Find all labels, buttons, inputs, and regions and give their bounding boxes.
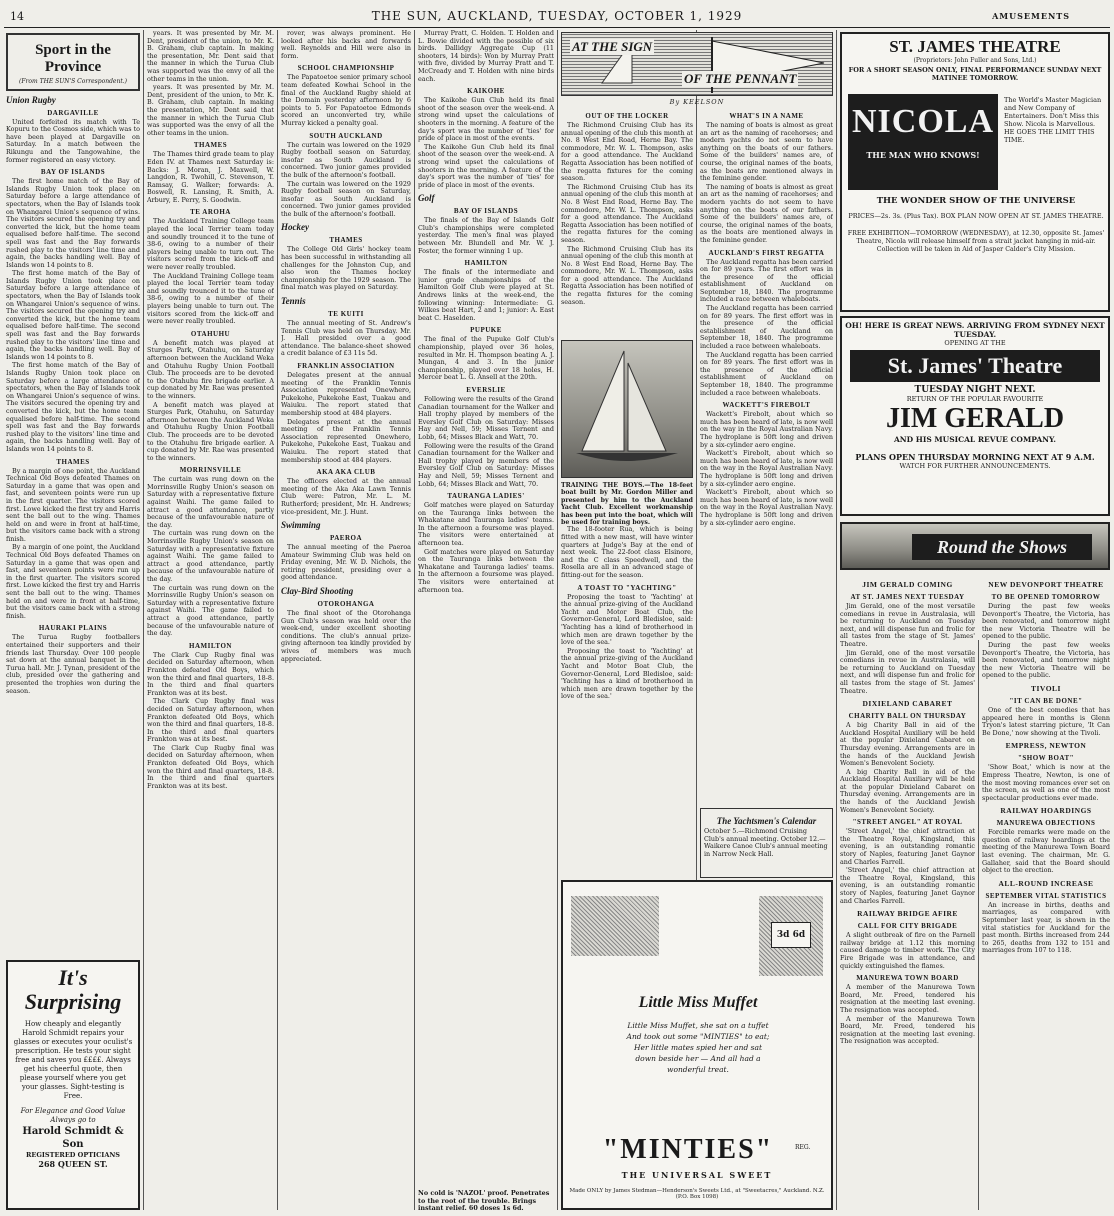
heading-first-regatta: AUCKLAND'S FIRST REGATTA <box>708 248 825 257</box>
nicola-sub: THE MAN WHO KNOWS! <box>866 150 980 160</box>
article-franklin: Delegates present at the annual meeting of the Franklin Tennis Association represented Onewhero, Pukekohe, Pukekohe East, Tuakau and Waiuku. The report stated that membership stood at 484 players. <box>281 371 411 417</box>
sport-column-3 <box>281 30 411 1210</box>
article-eversley: Following were the results of the Grand Canadian tournament for the Walker and Hall trophy played by members of the Eversley Golf Club on Saturday: Misses Hay and Nell, 59; Misses Ternent and Lobb, 64; Misses Black and Watt, 70. <box>418 394 554 441</box>
nicola-desc: The World's Master Magician and New Company of Entertainers. Don't Miss this Show. Nicola is Marvellous. HE GOES THE LIMIT THIS TIME. <box>1004 96 1102 144</box>
optician-headline-2: Surprising <box>24 989 122 1014</box>
heading-paeroa: PAEROA <box>329 534 363 543</box>
minties-verse: Little Miss Muffet, she sat on a tuffet And took out some "MINTIES" to eat; Her little mates spied her and sat down beside her — And all had a wonderful treat. <box>626 1021 770 1074</box>
article-franklin-cont: Delegates present at the annual meeting of the Franklin Tennis Association represented Onewhero, Pukekohe, Pukekohe East, Tuakau and Waiuku. The report stated that membership stood at 484 players. <box>281 417 411 464</box>
article-hamilton: The Clark Cup Rugby final was decided on Saturday afternoon, when Frankton defeated Old Boys, which won the third and final quarters, 18-8. In the third and final quarters Frankton was at its best. <box>147 650 274 697</box>
article-street-angel: 'Street Angel,' the chief attraction at the Theatre Royal, Kingsland, this evening, is an outstanding romantic story of Naples, featuring Janet Gaynor and Charles Farrell. <box>840 827 975 866</box>
heading-bay-of-islands: BAY OF ISLANDS <box>40 168 106 177</box>
training-boat-photo <box>561 340 693 478</box>
section-golf: Golf <box>418 193 435 204</box>
column-rule <box>414 30 415 1210</box>
free-exhibition: FREE EXHIBITION—TOMORROW (WEDNESDAY), at 12.30, opposite St. James' Theatre, Nicola will release himself from a strait jacket hanging in mid-air. Collection will be taken in Aid of Jasper Calder's City Mission. <box>847 230 1105 253</box>
minties-tagline: THE UNIVERSAL SWEET <box>621 1170 773 1180</box>
heading-hockey-thames: THAMES <box>329 236 363 245</box>
article-toast-cont: Proposing the toast to 'Yachting' at the annual prize-giving of the Auckland Yacht and Motor Boat Club, the Governor-General, Lord Bledisloe, said: 'Yachting has a kind of brotherhood in which men are drawn together by the love of the sea.' <box>561 646 693 701</box>
minties-reg: REG. <box>795 1144 811 1151</box>
article-first-regatta-cont2: The Auckland regatta has been carried on for 89 years. The first effort was in the presence of the official establishment of Auckland on September 18, 1840. The programme included a race between whaleboats. <box>700 350 833 397</box>
heading-firebolt: WACKETT'S FIREBOLT <box>722 401 811 410</box>
article-vital-statistics: An increase in births, deaths and marriages, as compared with September last year, is shown in the vital statistics for Auckland for the past month. Births increased from 244 to 265, deaths from 132 to 151 and marriages from 107 to 118. <box>982 900 1110 955</box>
heading-whats-in-a-name: WHAT'S IN A NAME <box>729 112 804 120</box>
article-south-auckland: The curtain was lowered on the 1929 Rugby football season on Saturday, insofar as South Auckland is concerned. Two junior games provided the bulk of the afternoon's football. <box>281 140 411 179</box>
article-devonport: During the past few weeks Devonport's Theatre, the Victoria, has been renovated, and tomorrow night the new Victoria Theatre will be opened to the public. <box>982 602 1110 641</box>
heading-golf-bay: BAY OF ISLANDS <box>453 207 519 216</box>
heading-thames: THAMES <box>56 457 90 466</box>
sailboat-icon <box>562 341 692 477</box>
article-dargaville: United forfeited its match with Te Kopuru to the Cosmos side, which was to have been played at Dargaville on Saturday. In a match between the Rikungu and the Tangowahine, the former registered an easy victory. <box>6 117 140 164</box>
headliner-name: JIM GERALD <box>885 403 1065 434</box>
heading-jim-gerald: JIM GERALD COMING <box>862 580 953 589</box>
article-street-angel-cont: 'Street Angel,' the chief attraction at the Theatre Royal, Kingsland, this evening, is an outstanding romantic story of Naples, featuring Janet Gaynor and Charles Farrell. <box>840 866 975 905</box>
minties-price: 3d 6d <box>771 922 811 948</box>
article-bay-of-islands-cont: The first home match of the Bay of Islands Rugby Union took place on Saturday before a large attendance of spectators, when the Bay of Islands took on Whangarei Union's sequence of wins. The visitors secured the opening try and converted the kick, but the home team equalised before half-time. The second spell was fast and the Bay forwards rushed play to the visitors' line time and again, the backs handling well. Bay of Islands won 14 points to 8. <box>6 269 140 361</box>
amusements-label: AMUSEMENTS <box>992 11 1070 21</box>
section-tennis: Tennis <box>281 296 306 307</box>
names-column <box>700 108 833 798</box>
article-firebolt-cont2: Wackett's Firebolt, about which so much has been heard of late, is now well on the way in the Royal Australian Navy. The hydroplane is 50ft long and driven by a six-cylinder aero engine. <box>700 488 833 527</box>
heading-all-round-increase: ALL-ROUND INCREASE <box>998 878 1094 888</box>
heading-franklin: FRANKLIN ASSOCIATION <box>297 362 395 370</box>
section-clay-bird: Clay-Bird Shooting <box>281 586 354 597</box>
article-otorohanga: The final shoot of the Otorohanga Gun Club's season was held over the week-end, under excellent shooting conditions. The club's annual prize-giving afternoon tea kindly provided by wives of members was much appreciated. <box>281 609 411 663</box>
heading-devonport: NEW DEVONPORT THEATRE <box>988 580 1104 589</box>
minties-illustration <box>571 896 659 956</box>
article-tauranga-cont: Golf matches were played on Saturday on the Tauranga links between the Whakatane and Tauranga ladies' teams. In the afternoon a foursome was played. The visitors were entertained at afternoon tea. <box>418 547 554 594</box>
headliner-sub: AND HIS MUSICAL REVUE COMPANY. <box>893 435 1057 444</box>
article-manurewa-board-cont: A member of the Manurewa Town Board, Mr. Freed, tendered his resignation at the meeting last evening. The resignation was accepted. <box>840 1014 975 1046</box>
return-favourite: RETURN OF THE POPULAR FAVOURITE <box>906 395 1044 403</box>
jim-gerald-ad <box>840 316 1110 516</box>
article-whats-in-a-name-cont: The naming of boats is almost as great an art as the naming of racehorses; and modern yachts do not seem to have anything on the boats of our fathers. Some of the builders' names are, of course, the original names of the boats, as the boats are mentioned always in the feminine gender. <box>700 182 833 244</box>
calendar-title: The Yachtsmen's Calendar <box>716 816 817 826</box>
heading-pupuke: PUPUKE <box>470 326 502 335</box>
article-pupuke: The final of the Pupuke Golf Club's championship, played over 36 holes, resulted in Mr. H. Thompson beating A. J. Mungan, 4 and 3. In the junior championship, played over 18 holes, H. Mercer beat L. G. Ansell at the 20th. <box>418 335 554 382</box>
yachtsmens-calendar <box>700 808 833 878</box>
masthead <box>4 6 1110 28</box>
article-golf-bay: The finals of the Bay of Islands Golf Club's championships were completed yesterday. The men's final was played between Mr. Blundell and Mr. W. J. Foster, the former winning 1 up. <box>418 216 554 255</box>
subheading-charity-ball: CHARITY BALL ON THURSDAY <box>848 712 967 721</box>
article-toast: Proposing the toast to 'Yachting' at the annual prize-giving of the Auckland Yacht and Motor Boat Club, the Governor-General, Lord Bledisloe, said: 'Yachting has a kind of brotherhood in which men are drawn together by the love of the sea.' <box>561 592 693 647</box>
article-manurewa-board: A member of the Manurewa Town Board, Mr. Freed, tendered his resignation at the meeting last evening. The resignation was accepted. <box>840 983 975 1014</box>
article-morrinsville-cont: The curtain was rung down on the Morrinsville Rugby Union's season on Saturday with a representative fixture against Waihi. The game failed to attract a good attendance, partly because of the unfavourable nature of the day. <box>147 529 274 583</box>
heading-thames-2: THAMES <box>193 141 228 150</box>
article-railway-hoardings: Forcible remarks were made on the question of railway hoardings at the meeting of the Manurewa Town Board last evening. The chairman, Mr. G. Gallaher, said that the Board should object to the erection. <box>982 828 1110 875</box>
article-rover-cont: rover, was always prominent. He looked after his backs and forwards well. Reynolds and Hill were also in form. <box>281 30 411 60</box>
optician-tagline: For Elegance and Good Value Always go to <box>20 1107 126 1124</box>
article-turua-cont: years. It was presented by Mr. M. Dent, president of the union, to Mr. K. B. Graham, club captain. In making the presentation, Mr. Dent said that the manner in which the Turua Club was supported was the envy of all the other teams in the union. <box>147 30 274 83</box>
heading-railway-bridge: RAILWAY BRIDGE AFIRE <box>857 909 958 919</box>
opening-at: OPENING AT THE <box>944 339 1006 347</box>
column-rule <box>836 30 837 1210</box>
article-shooting-cont: Murray Pratt, C. Holden. T. Holden and L. Bowie divided with the possible of six birds. Dallidgy Aggregate Cup (11 shooters, 14 birds): Won by Murray Pratt with five, divided by Murray Pratt and T. McCready and T. Holden with nine birds each. <box>418 30 554 83</box>
round-the-shows-title: Round the Shows <box>912 534 1092 560</box>
st-james-banner: St. James' Theatre <box>850 350 1100 382</box>
article-school-championship: The Papatoetoe senior primary school team defeated Kowhai School in the final of the Auckland Rugby shield at the Domain yesterday afternoon by 6 points to 5. For Papatoetoe Edmonds scored an unconverted try, while Murray kicked a penalty goal. <box>281 73 411 127</box>
article-turua-cont2: years. It was presented by Mr. M. Dent, president of the union, to Mr. K. B. Graham, club captain. In making the presentation, Mr. Dent said that the manner in which the Turua Club was supported was the envy of all the other teams in the union. <box>147 83 274 137</box>
subheading-tivoli: "IT CAN BE DONE" <box>1009 696 1083 705</box>
column-rule <box>978 640 979 1210</box>
article-morrinsville-cont2: The curtain was rung down on the Morrinsville Rugby Union's season on Saturday with a representative fixture against Waihi. The game failed to attract a good attendance, partly because of the unfavourable nature of the day. <box>147 583 274 638</box>
subheading-devonport: TO BE OPENED TOMORROW <box>991 593 1101 601</box>
optician-firm-sub: REGISTERED OPTICIANS <box>25 1151 120 1159</box>
article-show-boat: 'Show Boat,' which is now at the Empress Theatre, Newton, is one of the most moving romances ever set on the screen, as well as one of the most spectacular productions ever made. <box>982 763 1110 802</box>
article-aka-aka: The officers elected at the annual meeting of the Aka Aka Lawn Tennis Club were: Patron, Mr. L. M. Rutherford; president, Mr. H. Andrews; vice-president, Mr. J. Hunt. <box>281 477 411 516</box>
heading-golf-hamilton: HAMILTON <box>464 259 508 268</box>
heading-toast: A TOAST TO "YACHTING" <box>577 583 677 592</box>
heading-otahuhu: OTAHUHU <box>190 329 231 338</box>
article-firebolt: Wackett's Firebolt, about which so much has been heard of late, is now well on the way in the Royal Australian Navy. The hydroplane is 50ft long and driven by a six-cylinder aero engine. <box>700 410 833 449</box>
optician-headline-1: It's <box>58 965 88 990</box>
heading-railway-hoardings: RAILWAY HOARDINGS <box>1000 806 1092 816</box>
article-hamilton-cont2: The Clark Cup Rugby final was decided on Saturday afternoon, when Frankton defeated Old Boys, which won the third and final quarters, 18-8. In the third and final quarters Frankton was at its best. <box>147 743 274 790</box>
article-charity-ball-cont: A big Charity Ball in aid of the Auckland Hospital Auxiliary will be held at the popular Dixieland Cabaret on Thursday evening. Arrangements are in the hands of the Auckland Jewish Women's Benevolent Society. <box>840 767 975 814</box>
minties-ad <box>561 880 833 1210</box>
article-whats-in-a-name: The naming of boats is almost as great an art as the naming of racehorses; and modern yachts do not seem to have anything on the boats of our fathers. Some of the builders' names are, of course, the original names of the boats, as the boats are mentioned always in the feminine gender. <box>700 121 833 183</box>
article-kaikohe: The Kaikohe Gun Club held its final shoot of the season over the week-end. A strong wind upset the calculations of shooters in the morning. A feature of the day's sport was the number of 'ties' for pride of place in most of the events. <box>418 96 554 143</box>
article-hamilton-cont: The Clark Cup Rugby final was decided on Saturday afternoon, when Frankton defeated Old Boys, which won the third and final quarters, 18-8. In the third and final quarters Frankton was at its best. <box>147 697 274 744</box>
article-south-auckland-cont: The curtain was lowered on the 1929 Rugby football season on Saturday, insofar as South Auckland is concerned. Two junior games provided the bulk of the afternoon's football. <box>281 179 411 218</box>
sport-header-box <box>6 33 140 91</box>
article-out-of-locker-cont: The Richmond Cruising Club has its annual opening of the club this month at No. 8 West End Road, Herne Bay. The commodore, Mr. W. L. Thompson, asks for a good attendance. The Auckland Regatta Association has been notified of the regatta fixtures for the coming season. <box>561 182 693 244</box>
wonder-show: THE WONDER SHOW OF THE UNIVERSE <box>876 196 1076 206</box>
article-tauranga: Golf matches were played on Saturday on the Tauranga links between the Whakatane and Tauranga ladies' teams. In the afternoon a foursome was played. The visitors were entertained at afternoon tea. <box>418 501 554 548</box>
heading-aka-aka: AKA AKA CLUB <box>316 468 376 477</box>
shows-column-2 <box>982 576 1110 1206</box>
theatre-proprietors: (Proprietors: John Fuller and Sons, Ltd.) <box>913 57 1037 64</box>
article-bay-of-islands: The first home match of the Bay of Islands Rugby Union took place on Saturday before a large attendance of spectators, when the Bay of Islands took on Whangarei Union's sequence of wins. The visitors secured the opening try and converted the kick, but the home team equalised before half-time. The second spell was fast and the Bay forwards rushed play to the visitors' line time and again, the backs handling well. Bay of Islands won 14 points to 8. <box>6 177 140 269</box>
minties-brand: "MINTIES" <box>602 1134 774 1165</box>
minties-maker: Made ONLY by James Stedman—Henderson's Sweets Ltd., at "Sweetacres," Auckland. N.Z. (P.O. Box 1098) <box>569 1188 825 1200</box>
article-jim-gerald-cont: Jim Gerald, one of the most versatile comedians in revue in Australasia, will be returning to Auckland on Tuesday next, and will dispense fun and frolic for all tastes from the stage of St. James' Theatre. <box>840 648 975 695</box>
heading-otorohanga: OTOROHANGA <box>317 600 375 609</box>
pennant-title-2: OF THE PENNANT <box>684 71 797 86</box>
article-jim-gerald: Jim Gerald, one of the most versatile comedians in revue in Australasia, will be returning to Auckland on Tuesday next, and will dispense fun and frolic for all tastes from the stage of St. James' Theatre. <box>840 602 975 648</box>
prices: PRICES—2s. 3s. (Plus Tax). BOX PLAN NOW OPEN AT ST. JAMES THEATRE. <box>848 212 1104 220</box>
column-rule <box>557 30 558 1210</box>
article-rua: The 18-footer Rua, which is being fitted with a new mast, will have winter quarters at Judge's Bay at the end of next week. The 22-foot class Elsinore, and the C class Speedwell, and the Rosella are all in an advanced stage of fitting-out for the season. <box>561 525 693 579</box>
pennant-banner <box>561 32 833 96</box>
subheading-vital-statistics: SEPTEMBER VITAL STATISTICS <box>985 891 1107 900</box>
optician-address: 268 QUEEN ST. <box>38 1159 108 1169</box>
column-rule <box>143 30 144 1210</box>
heading-tauranga: TAURANGA LADIES' <box>447 492 525 501</box>
subheading-jim-gerald: AT ST. JAMES NEXT TUESDAY <box>850 593 965 601</box>
rugby-column-2 <box>147 30 274 1210</box>
subheading-show-boat: "SHOW BOAT" <box>1018 754 1074 763</box>
article-morrinsville: The curtain was rung down on the Morrinsville Rugby Union's season on Saturday with a representative fixture against Waihi. The game failed to attract a good attendance, partly because of the unfavourable nature of the day. <box>147 475 274 529</box>
minties-title: Little Miss Muffet <box>638 994 758 1011</box>
plans-open: PLANS OPEN THURSDAY MORNING NEXT AT 9 A.M. <box>855 452 1095 462</box>
heading-hauraki: HAURAKI PLAINS <box>38 624 108 633</box>
article-out-of-locker-cont2: The Richmond Cruising Club has its annual opening of the club this month at No. 8 West End Road, Herne Bay. The commodore, Mr. W. L. Thompson, asks for a good attendance. The Auckland Regatta Association has been notified of the regatta fixtures for the coming season. <box>561 244 693 306</box>
article-thames: By a margin of one point, the Auckland Technical Old Boys defeated Thames on Saturday in a game that was open and fast, and seventeen points were run up in the first quarter. The visitors scored first. Lowe kicked the first try and Harris sent the ball out to the wing. Thames held on and were in front at half-time, but the visitors came back with a strong finish. <box>6 466 140 543</box>
article-eversley-cont: Following were the results of the Grand Canadian tournament for the Walker and Hall trophy played by members of the Eversley Golf Club on Saturday: Misses Hay and Nell, 59; Misses Ternent and Lobb, 64; Misses Black and Watt, 70. <box>418 441 554 488</box>
article-otahuhu: A benefit match was played at Sturges Park, Otahuhu, on Saturday afternoon between the Auckland Weka and Otahuhu Rugby Union Football Club. The proceeds are to be devoted to the Otahuhu fire brigade earlier. A cup donated by Mr. Rae was presented to the winners. <box>147 338 274 400</box>
sport-title: Sport in the Province <box>35 42 111 75</box>
optician-ad <box>6 960 140 1210</box>
sport-column-4 <box>418 30 554 1210</box>
article-first-regatta: The Auckland regatta has been carried on for 89 years. The first effort was in the presence of the official establishment of Auckland on September 18, 1840. The programme included a race between whaleboats. <box>700 257 833 304</box>
photo-caption: TRAINING THE BOYS.—The 18-feet boat built by Mr. Gordon Miller and presented by him to the Auckland Yacht Club. Excellent workmanship has been put into the boat, which will be used for training boys. <box>561 482 693 527</box>
heading-te-aroha: TE AROHA <box>190 208 231 217</box>
article-tivoli: One of the best comedies that has appeared here in months is Glenn Tryon's latest starring picture, 'It Can Be Done,' now showing at the Tivoli. <box>982 705 1110 737</box>
nicola-name: NICOLA <box>851 103 995 140</box>
round-the-shows-banner <box>840 522 1110 570</box>
article-out-of-locker: The Richmond Cruising Club has its annual opening of the club this month at No. 8 West End Road, Herne Bay. The commodore, Mr. W. L. Thompson, asks for a good attendance. The Auckland Regatta Association has been notified of the regatta fixtures for the coming season. <box>561 121 693 183</box>
article-railway-bridge: A slight outbreak of fire on the Parnell railway bridge at 1.12 this morning caused damage to timber work. The City Fire Brigade was in attendance, and quickly extinguished the flames. <box>840 931 975 970</box>
article-te-aroha-cont: The Auckland Training College team played the local Terrier team today and soundly trounced it to the tune of 38-6, owing to a number of their players being unable to turn out. The visitors scored from the kick-off and were never really troubled. <box>147 271 274 326</box>
theatre-name: ST. JAMES THEATRE <box>889 37 1061 56</box>
article-thames-2: The Thames third grade team to play Eden IV. at Thames next Saturday is: Backs: J. Moran, J. Maxwell, W. Langdon, R. Twohill, C. Stevenson, T. Ramsay, G. Walker; forwards: A. Boswell, R. Lansing, R. Smith, A. Arbury, E. Perry, S. Goodwin. <box>147 150 274 204</box>
locker-column <box>561 108 693 338</box>
sport-byline: (From THE SUN'S Correspondent.) <box>19 78 127 85</box>
article-firebolt-cont: Wackett's Firebolt, about which so much has been heard of late, is now well on the way in the Royal Australian Navy. The hydroplane is 50ft long and driven by a six-cylinder aero engine. <box>700 449 833 488</box>
shows-column-1 <box>840 576 975 1206</box>
heading-out-of-locker: OUT OF THE LOCKER <box>585 112 669 120</box>
heading-south-auckland: SOUTH AUCKLAND <box>309 131 383 140</box>
article-kaikohe-cont: The Kaikohe Gun Club held its final shoot of the season over the week-end. A strong wind upset the calculations of shooters in the morning. A feature of the day's sport was the number of 'ties' for pride of place in most of the events. <box>418 142 554 189</box>
heading-dixieland: DIXIELAND CABARET <box>862 699 953 709</box>
article-golf-hamilton: The finals of the intermediate and junior grade championships of the Hamilton Golf Club were played at St. Andrews links at the week-end, the following winning: Intermediate: G. Wilkes beat Hart, 2 and 1; junior: A. East beat C. Haselden. <box>418 268 554 322</box>
heading-street-angel: "STREET ANGEL" AT ROYAL <box>852 818 963 827</box>
heading-eversley: EVERSLIE <box>466 385 506 394</box>
article-otahuhu-cont: A benefit match was played at Sturges Park, Otahuhu, on Saturday afternoon between the Auckland Weka and Otahuhu Rugby Union Football Club. The proceeds are to be devoted to the Otahuhu fire brigade earlier. A cup donated by Mr. Rae was presented to the winners. <box>147 400 274 462</box>
opening-night: TUESDAY NIGHT NEXT. <box>914 385 1036 395</box>
optician-text: How cheaply and elegantly Harold Schmidt repairs your glasses or executes your oculist's prescription. He tests your sight free and saves you ££££. Always get his cheerful quote, then please yourself where you get your glasses. Sight-testing is Free. <box>13 1020 133 1100</box>
heading-morrinsville: MORRINSVILLE <box>179 466 242 475</box>
heading-hamilton: HAMILTON <box>189 641 232 650</box>
watch-announcements: WATCH FOR FURTHER ANNOUNCEMENTS. <box>899 462 1051 470</box>
heading-te-kuiti: TE KUITI <box>328 310 364 319</box>
final-week: FOR A SHORT SEASON ONLY, FINAL PERFORMANCE SUNDAY NEXT MATINEE TOMORROW. <box>848 66 1102 82</box>
calendar-text: October 5.—Richmond Cruising Club's annual meeting. October 12.—Waikere Canoe Club's annual meeting in Narrow Neck Hall. <box>704 827 828 858</box>
section-hockey: Hockey <box>281 222 309 233</box>
heading-empress: EMPRESS, NEWTON <box>1005 741 1087 751</box>
article-te-aroha: The Auckland Training College team played the local Terrier team today and soundly trounced it to the tune of 38-6, owing to a number of their players being unable to turn out. The visitors scored from the kick-off and were never really troubled. <box>147 217 274 272</box>
nicola-ad <box>840 32 1110 312</box>
subheading-city-brigade: CALL FOR CITY BRIGADE <box>857 922 958 931</box>
optician-firm: Harold Schmidt & Son <box>22 1126 124 1150</box>
subheading-manurewa-objections: MANUREWA OBJECTIONS <box>996 819 1096 828</box>
heading-kaikohe: KAIKOHE <box>467 87 505 96</box>
heading-dargaville: DARGAVILLE <box>47 108 99 117</box>
nazol-note: No cold is 'NAZOL' proof. Penetrates to the root of the trouble. Brings instant relief. 60 doses 1s 6d. <box>418 1189 550 1213</box>
heading-manurewa-board: MANUREWA TOWN BOARD <box>856 974 959 983</box>
article-hockey-thames: The College Old Girls' hockey team has been successful in withstanding all challenges for the Johnston Cup, and also won the Thames hockey championship for the 1929 season. The final match was played on Saturday. <box>281 245 411 292</box>
locker-photo-column <box>561 482 693 872</box>
article-charity-ball: A big Charity Ball in aid of the Auckland Hospital Auxiliary will be held at the popular Dixieland Cabaret on Thursday evening. Arrangements are in the hands of the Auckland Jewish Women's Benevolent Society. <box>840 721 975 768</box>
article-bay-of-islands-cont2: The first home match of the Bay of Islands Rugby Union took place on Saturday before a large attendance of spectators, when the Bay of Islands took on Whangarei Union's sequence of wins. The visitors secured the opening try and converted the kick, but the home team equalised before half-time. The second spell was fast and the Bay forwards rushed play to the visitors' line time and again, the backs handling well. Bay of Islands won 14 points to 8. <box>6 361 140 453</box>
article-hauraki: The Turua Rugby footballers entertained their supporters and their friends last Thursday. Over 100 people sat down at the annual banquet in the Turua hall. Mr. J. Tynan, president of the club, presided over the gathering and presented the trophies won during the season. <box>6 633 140 695</box>
nicola-portrait-box <box>848 94 998 190</box>
article-first-regatta-cont: The Auckland regatta has been carried on for 89 years. The first effort was in the presence of the official establishment of Auckland on September 18, 1840. The programme included a race between whaleboats. <box>700 304 833 351</box>
keelson-byline: By KEELSON <box>669 98 725 106</box>
heading-tivoli: TIVOLI <box>1031 683 1061 693</box>
section-union-rugby: Union Rugby <box>6 94 56 105</box>
column-rule <box>277 30 278 1210</box>
article-thames-cont: By a margin of one point, the Auckland Technical Old Boys defeated Thames on Saturday in a game that was open and fast, and seventeen points were run up in the first quarter. The visitors scored first. Lowe kicked the first try and Harris sent the ball out to the wing. Thames held on and were in front at half-time, but the visitors came back with a strong finish. <box>6 543 140 620</box>
article-devonport-cont: During the past few weeks Devonport's Theatre, the Victoria, has been renovated, and tomorrow night the new Victoria Theatre will be opened to the public. <box>982 640 1110 680</box>
page-number: 14 <box>10 10 24 23</box>
masthead-title: THE SUN, AUCKLAND, TUESDAY, OCTOBER 1, 1929 <box>371 9 743 23</box>
section-swimming: Swimming <box>281 520 321 531</box>
article-te-kuiti: The annual meeting of St. Andrew's Tennis Club was held on Thursday. Mr. J. Hall presided over a good attendance. The balance-sheet showed a credit balance of £3 11s 5d. <box>281 319 411 358</box>
heading-school-championship: SCHOOL CHAMPIONSHIP <box>297 64 395 73</box>
article-paeroa: The annual meeting of the Paeroa Amateur Swimming Club was held on Friday evening, Mr. W. D. Nichols, the retiring president, presiding over a good attendance. <box>281 543 411 582</box>
pennant-title-1: AT THE SIGN <box>572 39 653 54</box>
great-news: OH! HERE IS GREAT NEWS. ARRIVING FROM SYDNEY NEXT TUESDAY. <box>845 321 1105 339</box>
